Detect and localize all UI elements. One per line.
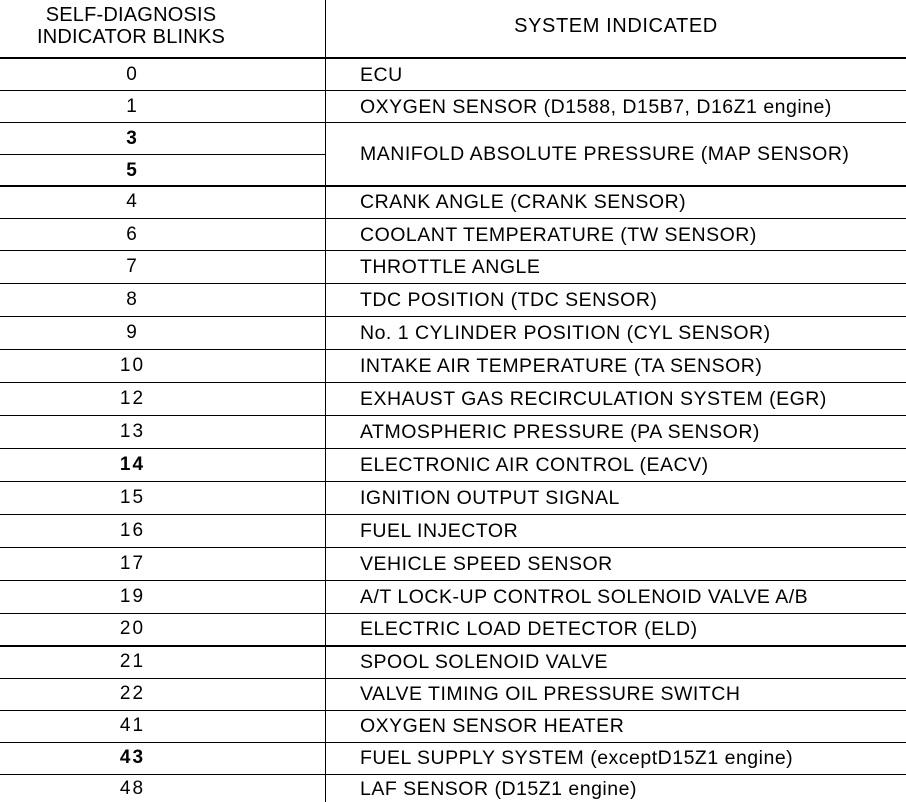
table-row xyxy=(0,711,906,742)
table-row xyxy=(0,515,906,547)
blink-code: 9 xyxy=(126,322,139,343)
system-name: IGNITION OUTPUT SIGNAL xyxy=(360,487,620,509)
system-name: EXHAUST GAS RECIRCULATION SYSTEM (EGR) xyxy=(360,388,827,410)
system-name: ATMOSPHERIC PRESSURE (PA SENSOR) xyxy=(360,421,760,443)
table-row xyxy=(0,219,906,250)
header-indicator-blinks xyxy=(0,4,262,48)
table-row xyxy=(0,284,906,316)
system-name: A/T LOCK-UP CONTROL SOLENOID VALVE A/B xyxy=(360,586,809,608)
system-name: VEHICLE SPEED SENSOR xyxy=(360,553,613,575)
table-row xyxy=(0,350,906,382)
table-row xyxy=(0,251,906,283)
blink-code: 12 xyxy=(119,388,146,409)
blink-code: 7 xyxy=(126,256,139,277)
blink-code: 5 xyxy=(126,160,139,181)
system-name: No. 1 CYLINDER POSITION (CYL SENSOR) xyxy=(360,322,771,344)
blink-code: 1 xyxy=(126,96,139,117)
table-row xyxy=(0,581,906,613)
system-name: LAF SENSOR (D15Z1 engine) xyxy=(360,778,637,800)
blink-code: 3 xyxy=(126,128,139,149)
blink-code: 19 xyxy=(119,586,146,607)
blink-code: 4 xyxy=(126,191,139,212)
table-row xyxy=(0,187,906,218)
table-row xyxy=(0,679,906,710)
system-name: ECU xyxy=(360,64,403,86)
blink-code: 15 xyxy=(119,487,146,508)
header-indicator-blinks-line1: SELF-DIAGNOSIS xyxy=(45,4,217,26)
blink-code: 6 xyxy=(126,224,139,245)
table-row xyxy=(0,775,906,802)
system-name: OXYGEN SENSOR HEATER xyxy=(360,715,625,737)
header-indicator-blinks-line2: INDICATOR BLINKS xyxy=(36,26,226,48)
table-row xyxy=(0,449,906,481)
blink-code: 8 xyxy=(126,289,139,310)
system-name: COOLANT TEMPERATURE (TW SENSOR) xyxy=(360,224,757,246)
system-name: CRANK ANGLE (CRANK SENSOR) xyxy=(360,191,687,213)
header-system-indicated: SYSTEM INDICATED xyxy=(514,15,718,37)
system-name: SPOOL SOLENOID VALVE xyxy=(360,651,609,673)
blink-code: 43 xyxy=(119,747,146,768)
table-row xyxy=(0,743,906,774)
table-row xyxy=(0,647,906,678)
system-name: OXYGEN SENSOR (D1588, D15B7, D16Z1 engine) xyxy=(360,96,832,118)
blink-code: 17 xyxy=(119,553,146,574)
system-name: FUEL SUPPLY SYSTEM (exceptD15Z1 engine) xyxy=(360,747,794,769)
blink-code: 16 xyxy=(119,520,146,541)
system-name: TDC POSITION (TDC SENSOR) xyxy=(360,289,658,311)
blink-code: 0 xyxy=(126,64,139,85)
blink-code: 10 xyxy=(119,355,146,376)
table-row xyxy=(0,614,906,645)
blink-code: 22 xyxy=(119,683,146,704)
blink-code: 20 xyxy=(119,618,146,639)
table-row xyxy=(0,548,906,580)
table-row xyxy=(0,91,906,122)
system-name: ELECTRIC LOAD DETECTOR (ELD) xyxy=(360,618,698,640)
system-name: MANIFOLD ABSOLUTE PRESSURE (MAP SENSOR) xyxy=(360,143,850,165)
table-row xyxy=(0,416,906,448)
table-row xyxy=(0,59,906,90)
system-name: VALVE TIMING OIL PRESSURE SWITCH xyxy=(360,683,741,705)
blink-code: 41 xyxy=(119,715,146,736)
blink-code: 48 xyxy=(119,778,146,799)
table-row xyxy=(0,383,906,415)
system-name: ELECTRONIC AIR CONTROL (EACV) xyxy=(360,454,709,476)
table-row xyxy=(0,317,906,349)
system-name: THROTTLE ANGLE xyxy=(360,256,541,278)
blink-code: 13 xyxy=(119,421,146,442)
table-row-merged xyxy=(0,123,906,185)
system-name: INTAKE AIR TEMPERATURE (TA SENSOR) xyxy=(360,355,763,377)
blink-code: 21 xyxy=(119,651,146,672)
table-row xyxy=(0,482,906,514)
blink-code: 14 xyxy=(119,454,146,475)
system-name: FUEL INJECTOR xyxy=(360,520,519,542)
